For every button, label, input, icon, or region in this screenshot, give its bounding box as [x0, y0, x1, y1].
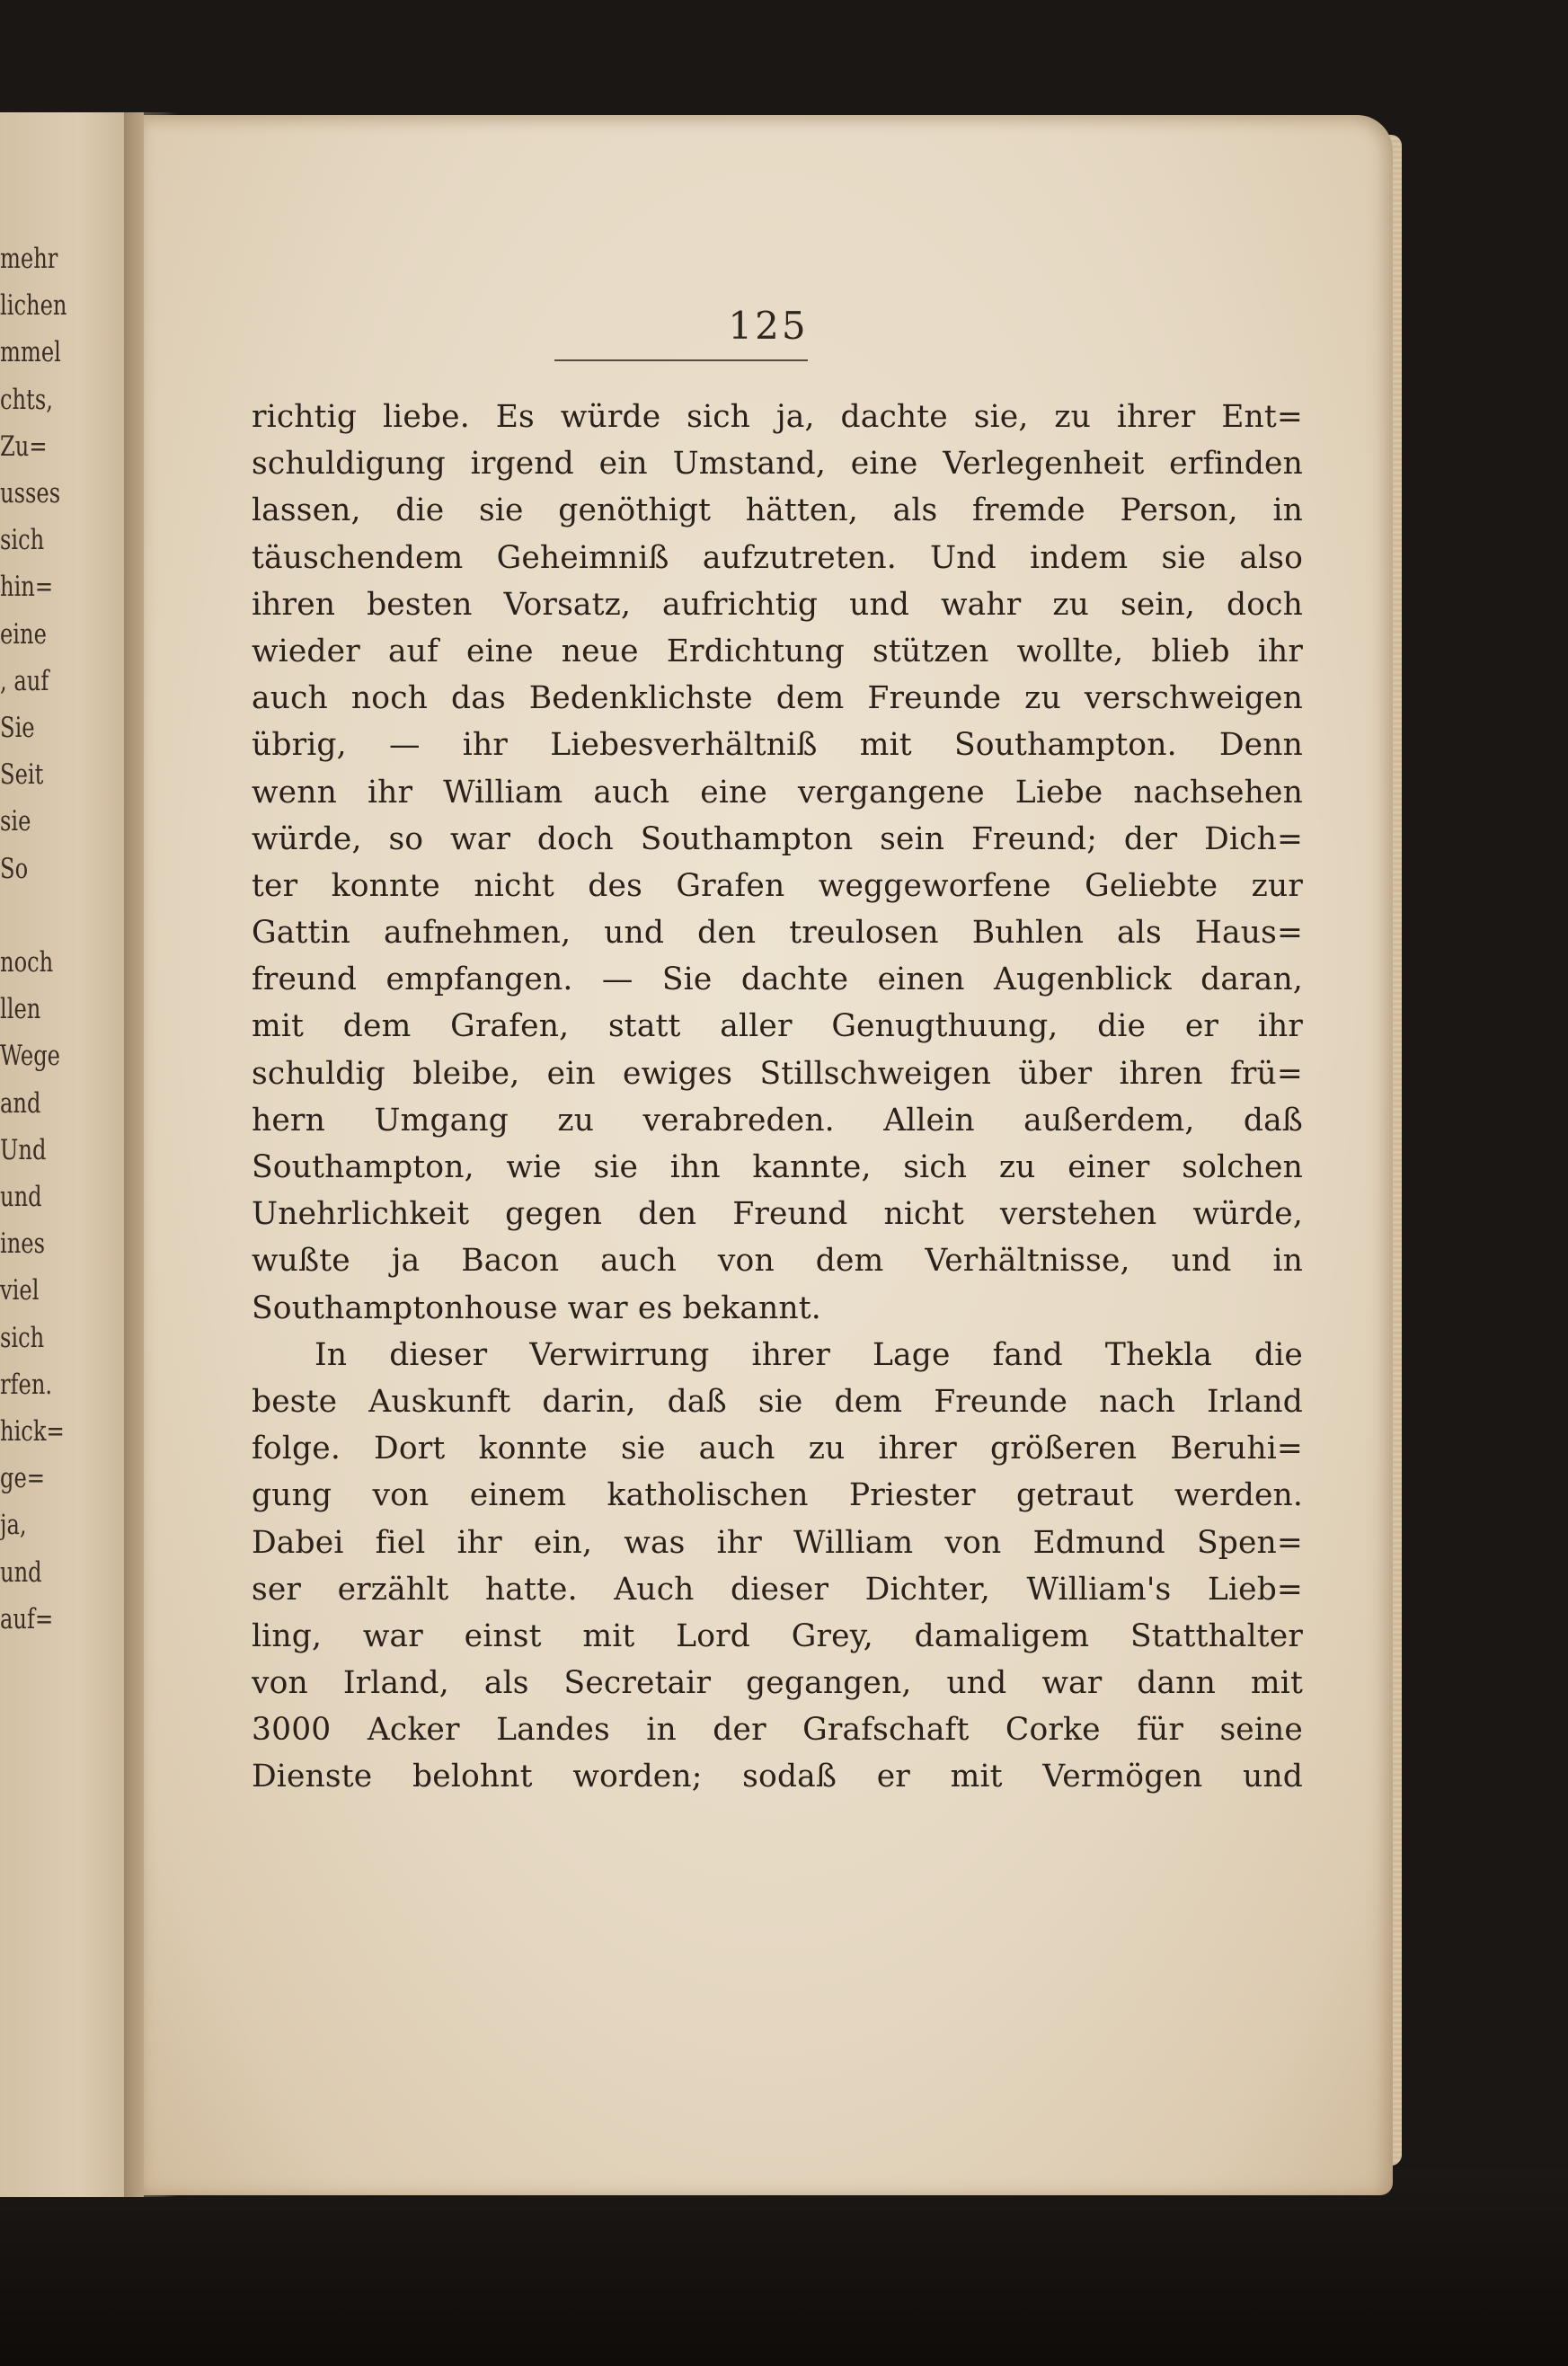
text-line: würde, so war doch Southampton sein Freund; der Dich= [252, 820, 1303, 857]
text-line: hern Umgang zu verabreden. Allein außerdem, daß [252, 1102, 1303, 1139]
previous-page-word: Seit [0, 758, 44, 792]
body-text [252, 394, 1303, 1801]
text-line: ser erzählt hatte. Auch dieser Dichter, William's Lieb= [252, 1571, 1303, 1608]
previous-page-edge [0, 112, 144, 2197]
text-line: ihren besten Vorsatz, aufrichtig und wahr zu sein, doch [252, 586, 1303, 623]
previous-page-word: hin= [0, 571, 54, 604]
text-line: ter konnte nicht des Grafen weggeworfene Geliebte zur [252, 867, 1303, 904]
previous-page-word: Zu= [0, 430, 48, 463]
previous-page-word: viel [0, 1274, 40, 1307]
text-line: wenn ihr William auch eine vergangene Liebe nachsehen [252, 774, 1303, 811]
previous-page-word: auf= [0, 1602, 54, 1635]
previous-page-word: , auf [0, 664, 49, 697]
text-line: Dienste belohnt worden; sodaß er mit Vermögen und [252, 1759, 1303, 1795]
text-line: Unehrlichkeit gegen den Freund nicht verstehen würde, [252, 1196, 1303, 1233]
previous-page-word: lichen [0, 289, 67, 323]
text-line: Gattin aufnehmen, und den treulosen Buhlen als Haus= [252, 915, 1303, 952]
previous-page-word: sie [0, 805, 31, 838]
text-line: freund empfangen. — Sie dachte einen Augenblick daran, [252, 961, 1303, 998]
previous-page-word: sich [0, 524, 45, 557]
previous-page-word: eine [0, 617, 47, 651]
text-line: ling, war einst mit Lord Grey, damaligem Statthalter [252, 1617, 1303, 1654]
previous-page-word: noch [0, 946, 54, 979]
text-line: beste Auskunft darin, daß sie dem Freunde nach Irland [252, 1383, 1303, 1420]
text-line: mit dem Grafen, statt aller Genugthuung, die er ihr [252, 1008, 1303, 1045]
background-shadow [0, 2168, 1568, 2366]
previous-page-word: chts, [0, 383, 53, 416]
text-line: 3000 Acker Landes in der Grafschaft Corke für seine [252, 1712, 1303, 1749]
text-line: gung von einem katholischen Priester getraut werden. [252, 1477, 1303, 1514]
previous-page-word: hick= [0, 1415, 65, 1448]
previous-page-word: rfen. [0, 1368, 53, 1401]
text-line: täuschendem Geheimniß aufzutreten. Und indem sie also [252, 539, 1303, 576]
previous-page-word: und [0, 1555, 42, 1589]
text-line: Dabei fiel ihr ein, was ihr William von Edmund Spen= [252, 1524, 1303, 1561]
text-line: übrig, — ihr Liebesverhältniß mit Southampton. Denn [252, 727, 1303, 764]
text-line: richtig liebe. Es würde sich ja, dachte sie, zu ihrer Ent= [252, 399, 1303, 435]
previous-page-word: Wege [0, 1040, 60, 1073]
text-line: folge. Dort konnte sie auch zu ihrer größeren Beruhi= [252, 1431, 1303, 1467]
text-line: Southamptonhouse war es bekannt. [252, 1289, 821, 1326]
book-page [144, 115, 1393, 2195]
previous-page-word: ge= [0, 1462, 46, 1495]
text-line: lassen, die sie genöthigt hätten, als fremde Person, in [252, 492, 1303, 529]
previous-page-word: usses [0, 477, 61, 510]
header-rule [554, 359, 808, 361]
previous-page-word: mehr [0, 243, 58, 275]
previous-page-word: sich [0, 1321, 45, 1354]
previous-page-word: and [0, 1086, 41, 1120]
text-line: von Irland, als Secretair gegangen, und war dann mit [252, 1665, 1303, 1702]
text-line: schuldigung irgend ein Umstand, eine Verlegenheit erfinden [252, 446, 1303, 483]
page-number: 125 [728, 304, 809, 348]
previous-page-word: ines [0, 1227, 46, 1261]
text-line: Southampton, wie sie ihn kannte, sich zu einer solchen [252, 1149, 1303, 1185]
text-line: wußte ja Bacon auch von dem Verhältnisse, und in [252, 1243, 1303, 1280]
previous-page-word: So [0, 852, 29, 885]
previous-page-word-column [0, 112, 144, 2197]
text-line: In dieser Verwirrung ihrer Lage fand Thekla die [314, 1336, 1303, 1373]
previous-page-word: mmel [0, 336, 61, 369]
text-line: auch noch das Bedenklichste dem Freunde zu verschweigen [252, 680, 1303, 717]
previous-page-word: und [0, 1181, 42, 1213]
previous-page-word: llen [0, 993, 41, 1026]
previous-page-word: ja, [0, 1509, 27, 1542]
previous-page-word: Und [0, 1133, 47, 1166]
text-line: schuldig bleibe, ein ewiges Stillschweigen über ihren frü= [252, 1055, 1303, 1092]
previous-page-word: Sie [0, 712, 35, 744]
text-line: wieder auf eine neue Erdichtung stützen wollte, blieb ihr [252, 633, 1303, 669]
